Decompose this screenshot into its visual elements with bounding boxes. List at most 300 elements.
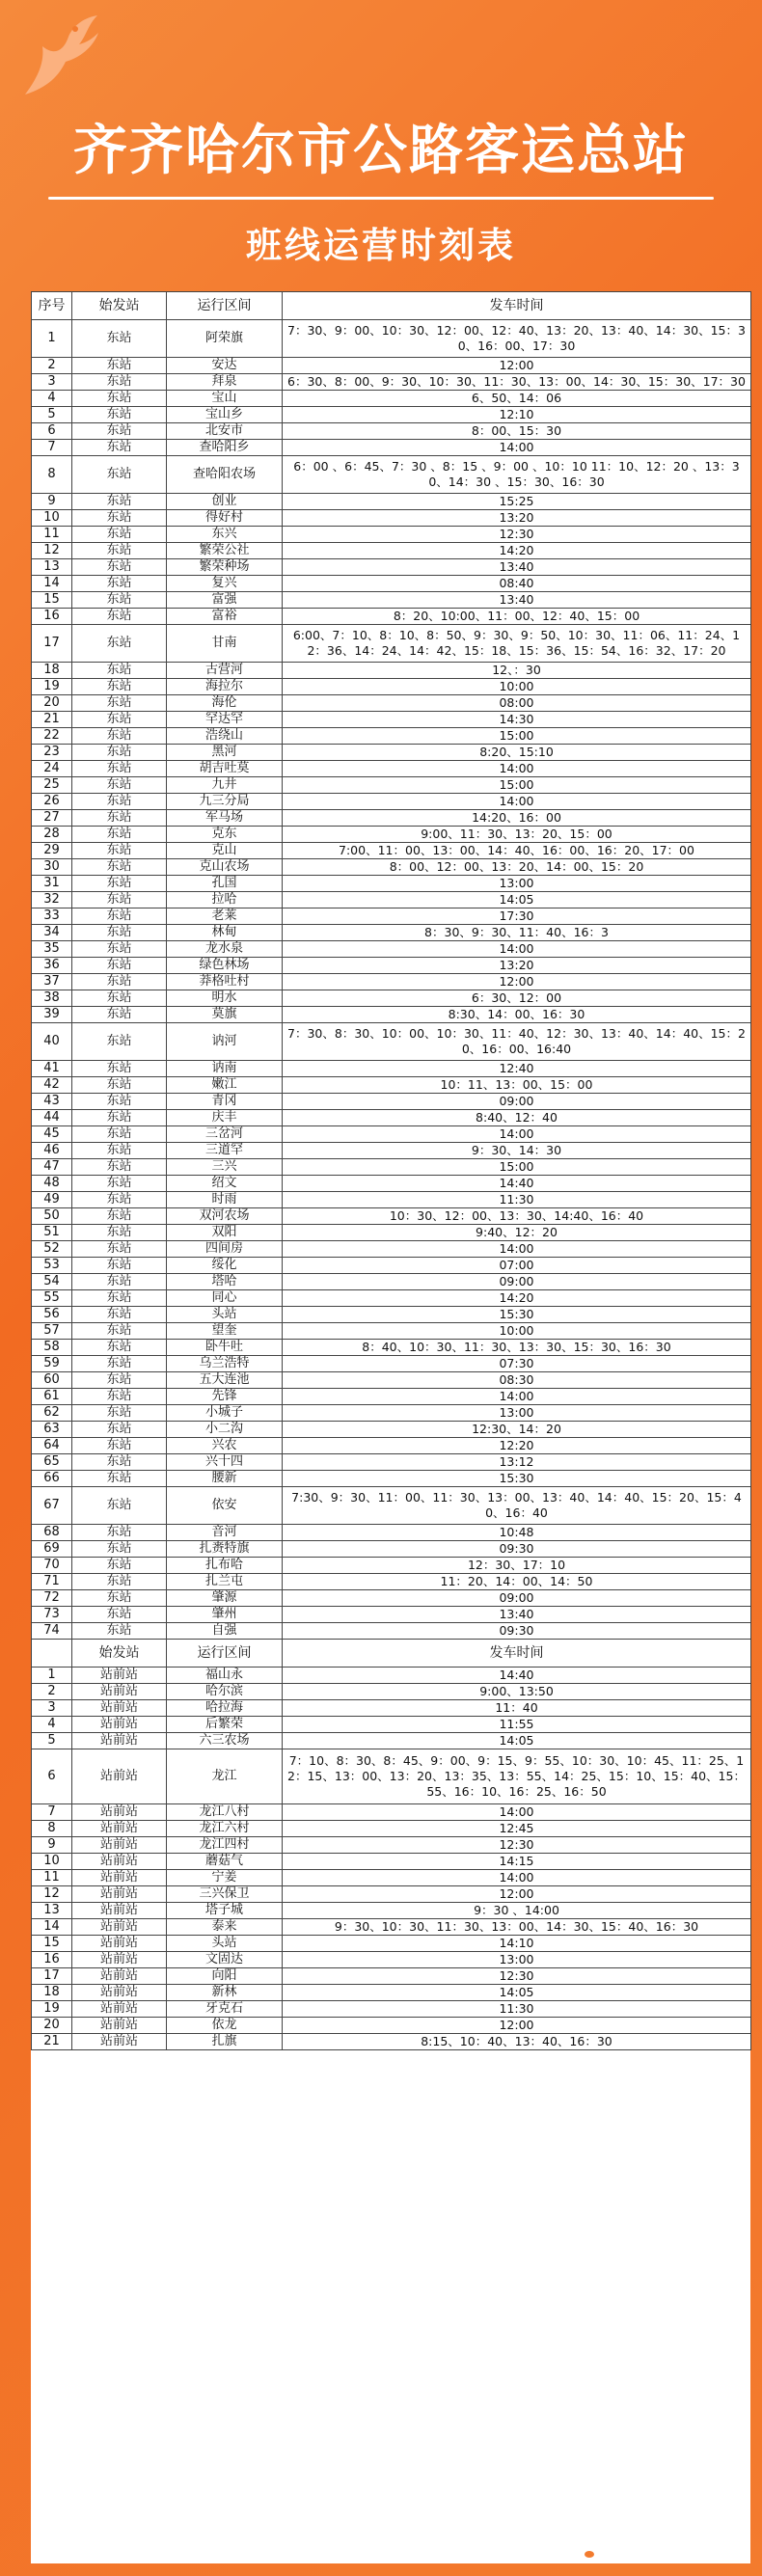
table-row — [32, 1668, 751, 1684]
table-row — [32, 1023, 751, 1061]
row-number: 24 — [32, 761, 72, 777]
route-destination: 兴农 — [167, 1438, 283, 1454]
origin-station: 站前站 — [72, 1804, 167, 1821]
table-row — [32, 1007, 751, 1023]
origin-station: 东站 — [72, 974, 167, 990]
row-number: 9 — [32, 494, 72, 510]
route-destination: 龙水泉 — [167, 941, 283, 958]
row-number: 19 — [32, 679, 72, 695]
row-number: 3 — [32, 1700, 72, 1717]
origin-station: 东站 — [72, 777, 167, 794]
table-row — [32, 1700, 751, 1717]
origin-station: 东站 — [72, 958, 167, 974]
route-destination: 青冈 — [167, 1094, 283, 1110]
departure-times: 6：00 、6：45、7：30 、8：15 、9：00 、10：10 11：10、12：20 、13：30、14：30 、15：30、16：30 — [283, 456, 751, 494]
route-destination: 浩绕山 — [167, 728, 283, 745]
origin-station: 东站 — [72, 1061, 167, 1077]
table-row — [32, 1749, 751, 1804]
route-destination: 卧牛吐 — [167, 1340, 283, 1356]
departure-times: 9:00、11：30、13：20、15：00 — [283, 827, 751, 843]
row-number: 33 — [32, 908, 72, 925]
departure-times: 17:30 — [283, 908, 751, 925]
route-destination: 依安 — [167, 1487, 283, 1525]
origin-station: 站前站 — [72, 1700, 167, 1717]
route-destination: 泰来 — [167, 1919, 283, 1936]
departure-times: 13:00 — [283, 876, 751, 892]
departure-times: 6:00、7：10、8：10、8：50、9：30、9：50、10：30、11：06、11：24、12：36、14：24、14：42、15：18、15：36、15：54、16：32、17：20 — [283, 625, 751, 663]
origin-station: 东站 — [72, 1623, 167, 1640]
row-number: 29 — [32, 843, 72, 859]
departure-times: 08:00 — [283, 695, 751, 712]
origin-station: 东站 — [72, 663, 167, 679]
row-number: 54 — [32, 1274, 72, 1290]
row-number: 4 — [32, 1717, 72, 1733]
origin-station: 东站 — [72, 941, 167, 958]
table-row — [32, 391, 751, 407]
table-row — [32, 576, 751, 592]
row-number: 3 — [32, 374, 72, 391]
origin-station: 东站 — [72, 543, 167, 559]
route-destination: 宝山 — [167, 391, 283, 407]
row-number: 12 — [32, 543, 72, 559]
table-row — [32, 2001, 751, 2018]
table-row — [32, 1607, 751, 1623]
origin-station: 东站 — [72, 1126, 167, 1143]
departure-times: 12:30 — [283, 527, 751, 543]
row-number: 10 — [32, 510, 72, 527]
departure-times: 12:00 — [283, 2018, 751, 2034]
row-number: 22 — [32, 728, 72, 745]
row-number: 8 — [32, 456, 72, 494]
departure-times: 8:15、10：40、13：40、16：30 — [283, 2034, 751, 2050]
departure-times: 12:30、14：20 — [283, 1422, 751, 1438]
origin-station: 站前站 — [72, 2034, 167, 2050]
origin-station: 东站 — [72, 456, 167, 494]
row-number: 46 — [32, 1143, 72, 1159]
row-number: 10 — [32, 1854, 72, 1870]
origin-station: 东站 — [72, 908, 167, 925]
route-destination: 三兴保卫 — [167, 1886, 283, 1903]
route-destination: 明水 — [167, 990, 283, 1007]
route-destination: 扎赉特旗 — [167, 1541, 283, 1558]
row-number: 20 — [32, 2018, 72, 2034]
route-destination: 向阳 — [167, 1968, 283, 1985]
route-destination: 先锋 — [167, 1389, 283, 1405]
route-destination: 罕达罕 — [167, 712, 283, 728]
route-destination: 拜泉 — [167, 374, 283, 391]
route-destination: 军马场 — [167, 810, 283, 827]
table-row — [32, 1405, 751, 1422]
departure-times: 7：30、9：00、10：30、12：00、12：40、13：20、13：40、14：30、15：30、16：00、17：30 — [283, 320, 751, 358]
departure-times: 09:30 — [283, 1623, 751, 1640]
departure-times: 7:30、9：30、11：00、11：30、13：00、13：40、14：40、15：20、15：40、16：40 — [283, 1487, 751, 1525]
row-number: 45 — [32, 1126, 72, 1143]
table-row — [32, 695, 751, 712]
route-destination: 绍文 — [167, 1176, 283, 1192]
departure-times: 14:40 — [283, 1176, 751, 1192]
origin-station: 东站 — [72, 625, 167, 663]
table-row — [32, 1558, 751, 1574]
origin-station: 站前站 — [72, 1854, 167, 1870]
column-header: 序号 — [32, 292, 72, 320]
table-row — [32, 1886, 751, 1903]
watermark — [581, 2544, 748, 2564]
table-row — [32, 827, 751, 843]
origin-station: 东站 — [72, 1192, 167, 1208]
table-header-row — [32, 292, 751, 320]
origin-station: 东站 — [72, 1023, 167, 1061]
route-destination: 三兴 — [167, 1159, 283, 1176]
origin-station: 东站 — [72, 1143, 167, 1159]
route-destination: 扎旗 — [167, 2034, 283, 2050]
departure-times: 11：20、14：00、14：50 — [283, 1574, 751, 1590]
origin-station: 东站 — [72, 1607, 167, 1623]
origin-station: 东站 — [72, 1471, 167, 1487]
route-destination: 哈尔滨 — [167, 1684, 283, 1700]
table-row — [32, 1438, 751, 1454]
table-row — [32, 1541, 751, 1558]
origin-station: 东站 — [72, 1307, 167, 1323]
origin-station: 东站 — [72, 391, 167, 407]
origin-station: 东站 — [72, 374, 167, 391]
origin-station: 东站 — [72, 1356, 167, 1372]
row-number: 73 — [32, 1607, 72, 1623]
table-row — [32, 1454, 751, 1471]
origin-station: 东站 — [72, 527, 167, 543]
route-destination: 新林 — [167, 1985, 283, 2001]
route-destination: 小城子 — [167, 1405, 283, 1422]
origin-station: 东站 — [72, 1094, 167, 1110]
route-destination: 头站 — [167, 1936, 283, 1952]
route-destination: 五大连池 — [167, 1372, 283, 1389]
route-destination: 创业 — [167, 494, 283, 510]
row-number: 63 — [32, 1422, 72, 1438]
route-destination: 四间房 — [167, 1241, 283, 1258]
route-destination: 海拉尔 — [167, 679, 283, 695]
route-destination: 福山永 — [167, 1668, 283, 1684]
watermark-text: 齐齐哈尔公路客运总站 — [603, 2546, 748, 2563]
row-number: 21 — [32, 2034, 72, 2050]
table-row — [32, 1968, 751, 1985]
row-number: 30 — [32, 859, 72, 876]
route-destination: 六三农场 — [167, 1733, 283, 1749]
row-number: 32 — [32, 892, 72, 908]
table-header-row — [32, 1640, 751, 1668]
origin-station: 东站 — [72, 1225, 167, 1241]
table-row — [32, 908, 751, 925]
departure-times: 9:40、12：20 — [283, 1225, 751, 1241]
table-row — [32, 592, 751, 609]
route-destination: 九三分局 — [167, 794, 283, 810]
departure-times: 8：30、9：30、11：40、16：3 — [283, 925, 751, 941]
table-row — [32, 1323, 751, 1340]
row-number: 38 — [32, 990, 72, 1007]
departure-times: 13:40 — [283, 559, 751, 576]
route-destination: 讷南 — [167, 1061, 283, 1077]
table-row — [32, 1574, 751, 1590]
row-number: 67 — [32, 1487, 72, 1525]
table-row — [32, 1225, 751, 1241]
row-number: 18 — [32, 1985, 72, 2001]
departure-times: 7：10、8：30、8：45、9：00、9：15、9：55、10：30、10：45、11：25、12：15、13：00、13：20、13：35、13：55、14：25、15：10、15：40、15：55、16：10、16：25、16：50 — [283, 1749, 751, 1804]
route-destination: 莫旗 — [167, 1007, 283, 1023]
table-row — [32, 1110, 751, 1126]
departure-times: 14:00 — [283, 1870, 751, 1886]
departure-times: 12:10 — [283, 407, 751, 423]
departure-times: 7：30、8：30、10：00、10：30、11：40、12：30、13：40、14：40、15：20、16：00、16:40 — [283, 1023, 751, 1061]
table-row — [32, 1159, 751, 1176]
departure-times: 10：11、13：00、15：00 — [283, 1077, 751, 1094]
route-destination: 宁姜 — [167, 1870, 283, 1886]
row-number: 47 — [32, 1159, 72, 1176]
table-row — [32, 1208, 751, 1225]
table-row — [32, 2034, 751, 2050]
route-destination: 得好村 — [167, 510, 283, 527]
departure-times: 12:00 — [283, 974, 751, 990]
table-row — [32, 559, 751, 576]
route-destination: 嫩江 — [167, 1077, 283, 1094]
origin-station: 东站 — [72, 1077, 167, 1094]
departure-times: 07:30 — [283, 1356, 751, 1372]
route-destination: 头站 — [167, 1307, 283, 1323]
origin-station: 站前站 — [72, 1936, 167, 1952]
departure-times: 14:00 — [283, 794, 751, 810]
row-number: 70 — [32, 1558, 72, 1574]
route-destination: 古营河 — [167, 663, 283, 679]
table-row — [32, 843, 751, 859]
table-row — [32, 1094, 751, 1110]
route-destination: 复兴 — [167, 576, 283, 592]
column-header: 始发站 — [72, 292, 167, 320]
departure-times: 11:55 — [283, 1717, 751, 1733]
departure-times: 9：30、14：30 — [283, 1143, 751, 1159]
origin-station: 东站 — [72, 1110, 167, 1126]
row-number: 15 — [32, 592, 72, 609]
departure-times: 13:40 — [283, 592, 751, 609]
table-row — [32, 663, 751, 679]
departure-times: 6：30、8：00、9：30、10：30、11：30、13：00、14：30、15：30、17：30 — [283, 374, 751, 391]
departure-times: 15:00 — [283, 728, 751, 745]
origin-station: 站前站 — [72, 1749, 167, 1804]
table-row — [32, 1126, 751, 1143]
route-destination: 克山 — [167, 843, 283, 859]
row-number: 7 — [32, 1804, 72, 1821]
origin-station: 站前站 — [72, 1821, 167, 1837]
departure-times: 10：30、12：00、13：30、14:40、16：40 — [283, 1208, 751, 1225]
origin-station: 站前站 — [72, 1886, 167, 1903]
row-number: 14 — [32, 1919, 72, 1936]
origin-station: 东站 — [72, 1159, 167, 1176]
table-row — [32, 1870, 751, 1886]
table-row — [32, 1061, 751, 1077]
route-destination: 阿荣旗 — [167, 320, 283, 358]
origin-station: 东站 — [72, 990, 167, 1007]
table-row — [32, 456, 751, 494]
row-number: 28 — [32, 827, 72, 843]
departure-times: 11:30 — [283, 2001, 751, 2018]
table-row — [32, 1903, 751, 1919]
table-row — [32, 728, 751, 745]
row-number: 12 — [32, 1886, 72, 1903]
table-row — [32, 1372, 751, 1389]
origin-station: 东站 — [72, 1176, 167, 1192]
origin-station: 东站 — [72, 1541, 167, 1558]
route-destination: 克山农场 — [167, 859, 283, 876]
table-row — [32, 1274, 751, 1290]
row-number: 37 — [32, 974, 72, 990]
row-number: 11 — [32, 527, 72, 543]
origin-station: 东站 — [72, 1274, 167, 1290]
origin-station: 东站 — [72, 1290, 167, 1307]
route-destination: 甘南 — [167, 625, 283, 663]
route-destination: 肇州 — [167, 1607, 283, 1623]
origin-station: 东站 — [72, 810, 167, 827]
origin-station: 东站 — [72, 609, 167, 625]
table-row — [32, 1804, 751, 1821]
departure-times: 14:05 — [283, 1985, 751, 2001]
row-number: 5 — [32, 407, 72, 423]
table-row — [32, 958, 751, 974]
origin-station: 东站 — [72, 827, 167, 843]
row-number: 6 — [32, 1749, 72, 1804]
row-number: 1 — [32, 320, 72, 358]
column-header: 始发站 — [72, 1640, 167, 1668]
row-number: 23 — [32, 745, 72, 761]
origin-station: 东站 — [72, 320, 167, 358]
route-destination: 后繁荣 — [167, 1717, 283, 1733]
schedule-table-container — [31, 291, 750, 2563]
route-destination: 安达 — [167, 358, 283, 374]
departure-times: 12:45 — [283, 1821, 751, 1837]
departure-times: 12、：30 — [283, 663, 751, 679]
origin-station: 站前站 — [72, 1985, 167, 2001]
departure-times: 13:00 — [283, 1952, 751, 1968]
row-number: 6 — [32, 423, 72, 440]
departure-times: 10:00 — [283, 1323, 751, 1340]
departure-times: 8：40、10：30、11：30、13：30、15：30、16：30 — [283, 1340, 751, 1356]
row-number: 40 — [32, 1023, 72, 1061]
row-number: 74 — [32, 1623, 72, 1640]
departure-times: 08:40 — [283, 576, 751, 592]
origin-station: 站前站 — [72, 1952, 167, 1968]
column-header: 运行区间 — [167, 292, 283, 320]
departure-times: 09:30 — [283, 1541, 751, 1558]
departure-times: 13:40 — [283, 1607, 751, 1623]
departure-times: 15:25 — [283, 494, 751, 510]
departure-times: 14:20、16：00 — [283, 810, 751, 827]
origin-station: 站前站 — [72, 1684, 167, 1700]
departure-times: 14:00 — [283, 440, 751, 456]
departure-times: 09:00 — [283, 1094, 751, 1110]
route-destination: 自强 — [167, 1623, 283, 1640]
row-number: 13 — [32, 559, 72, 576]
origin-station: 东站 — [72, 1590, 167, 1607]
row-number: 64 — [32, 1438, 72, 1454]
table-row — [32, 494, 751, 510]
route-destination: 龙江 — [167, 1749, 283, 1804]
departure-times: 14:10 — [283, 1936, 751, 1952]
departure-times: 11:30 — [283, 1192, 751, 1208]
origin-station: 站前站 — [72, 1837, 167, 1854]
row-number: 51 — [32, 1225, 72, 1241]
departure-times: 12:00 — [283, 358, 751, 374]
table-row — [32, 1623, 751, 1640]
row-number: 72 — [32, 1590, 72, 1607]
origin-station: 东站 — [72, 859, 167, 876]
table-row — [32, 1077, 751, 1094]
route-destination: 乌兰浩特 — [167, 1356, 283, 1372]
table-row — [32, 974, 751, 990]
departure-times: 8：20、10:00、11：00、12：40、15：00 — [283, 609, 751, 625]
table-row — [32, 1919, 751, 1936]
row-number: 49 — [32, 1192, 72, 1208]
departure-times: 6、50、14：06 — [283, 391, 751, 407]
table-row — [32, 374, 751, 391]
table-row — [32, 679, 751, 695]
page-title: 齐齐哈尔市公路客运总站 — [73, 120, 689, 182]
row-number: 13 — [32, 1903, 72, 1919]
table-row — [32, 925, 751, 941]
departure-times: 7:00、11：00、13：00、14：40、16：00、16：20、17：00 — [283, 843, 751, 859]
table-row — [32, 510, 751, 527]
table-row — [32, 745, 751, 761]
departure-times: 8:20、15:10 — [283, 745, 751, 761]
route-destination: 小二沟 — [167, 1422, 283, 1438]
origin-station: 东站 — [72, 1574, 167, 1590]
route-destination: 繁荣种场 — [167, 559, 283, 576]
origin-station: 东站 — [72, 1389, 167, 1405]
origin-station: 东站 — [72, 1438, 167, 1454]
table-row — [32, 440, 751, 456]
departure-times: 8：00、15：30 — [283, 423, 751, 440]
row-number: 41 — [32, 1061, 72, 1077]
row-number: 1 — [32, 1668, 72, 1684]
row-number: 25 — [32, 777, 72, 794]
origin-station: 站前站 — [72, 1668, 167, 1684]
route-destination: 依龙 — [167, 2018, 283, 2034]
row-number: 58 — [32, 1340, 72, 1356]
table-row — [32, 941, 751, 958]
table-row — [32, 1717, 751, 1733]
origin-station: 站前站 — [72, 1733, 167, 1749]
origin-station: 东站 — [72, 358, 167, 374]
departure-times: 13:00 — [283, 1405, 751, 1422]
table-row — [32, 1389, 751, 1405]
row-number: 14 — [32, 576, 72, 592]
origin-station: 东站 — [72, 679, 167, 695]
wechat-icon — [581, 2546, 598, 2563]
origin-station: 东站 — [72, 1007, 167, 1023]
table-row — [32, 810, 751, 827]
table-row — [32, 423, 751, 440]
row-number: 52 — [32, 1241, 72, 1258]
route-destination: 肇源 — [167, 1590, 283, 1607]
origin-station: 东站 — [72, 1405, 167, 1422]
row-number: 50 — [32, 1208, 72, 1225]
route-destination: 莽格吐村 — [167, 974, 283, 990]
route-destination: 龙江八村 — [167, 1804, 283, 1821]
table-row — [32, 358, 751, 374]
origin-station: 东站 — [72, 423, 167, 440]
departure-times: 15:00 — [283, 777, 751, 794]
row-number: 55 — [32, 1290, 72, 1307]
row-number: 39 — [32, 1007, 72, 1023]
route-destination: 时雨 — [167, 1192, 283, 1208]
origin-station: 东站 — [72, 876, 167, 892]
route-destination: 黑河 — [167, 745, 283, 761]
route-destination: 文固达 — [167, 1952, 283, 1968]
departure-times: 12:40 — [283, 1061, 751, 1077]
